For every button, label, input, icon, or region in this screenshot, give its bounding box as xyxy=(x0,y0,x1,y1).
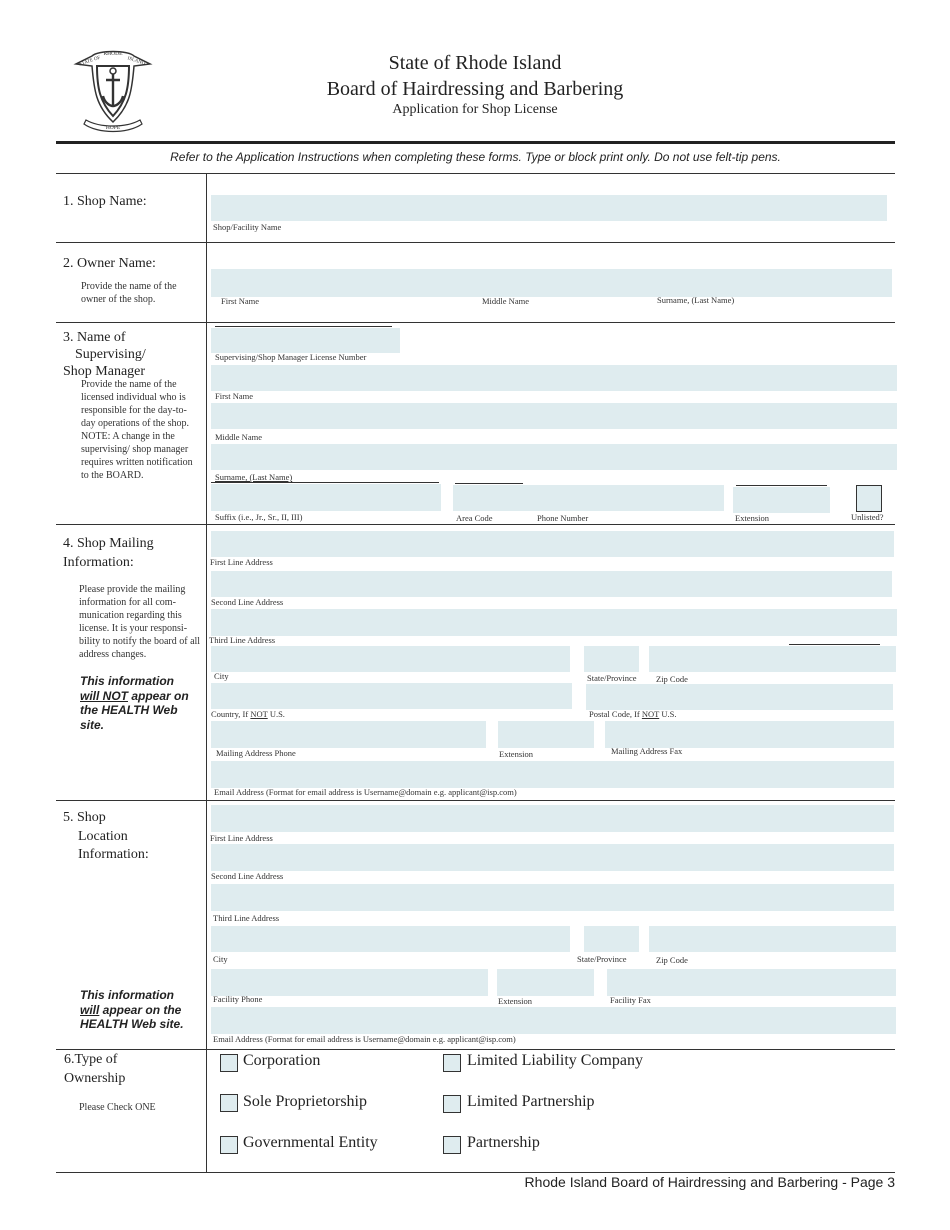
section-5-label xyxy=(63,809,149,865)
section-3-label xyxy=(63,329,146,380)
manager-surname-input[interactable] xyxy=(211,444,897,470)
mailing-fax-caption: Mailing Address Fax xyxy=(611,746,683,756)
manager-suffix-caption: Suffix (i.e., Jr., Sr., II, III) xyxy=(215,512,303,522)
section-2-label: 2. Owner Name: xyxy=(63,256,156,271)
header-rule xyxy=(56,141,895,144)
shop-name-caption: Shop/Facility Name xyxy=(213,222,282,232)
caption-text: U.S. xyxy=(659,709,677,719)
mailing-zip-caption: Zip Code xyxy=(656,674,688,684)
seal-top-text: RHODE xyxy=(103,51,123,57)
section-3-label-line3: Shop Manager xyxy=(63,364,146,379)
facility-fax-input[interactable] xyxy=(607,969,896,996)
divider xyxy=(56,1172,895,1173)
governmental-entity-checkbox[interactable] xyxy=(220,1136,238,1154)
note-line: site. xyxy=(80,717,105,732)
mailing-city-caption: City xyxy=(214,671,229,681)
caption-emphasis: NOT xyxy=(641,709,660,719)
manager-phone-caption: Phone Number xyxy=(537,513,589,523)
note-line: This information xyxy=(80,988,174,1002)
manager-surname-caption: Surname, (Last Name) xyxy=(215,472,293,482)
column-divider xyxy=(206,173,207,1172)
mailing-line3-caption: Third Line Address xyxy=(209,635,276,645)
section-2-help: Provide the name of the owner of the shop. xyxy=(81,281,177,305)
field-top-rule xyxy=(211,482,439,483)
mailing-extension-caption: Extension xyxy=(499,749,533,759)
mailing-postal-input[interactable] xyxy=(586,684,893,710)
corporation-label: Corporation xyxy=(243,1052,321,1069)
manager-license-caption: Supervising/Shop Manager License Number xyxy=(215,352,367,362)
mailing-phone-input[interactable] xyxy=(211,721,486,748)
facility-email-input[interactable] xyxy=(211,1007,896,1034)
mailing-line2-input[interactable] xyxy=(211,571,892,597)
field-top-rule xyxy=(215,326,392,327)
unlisted-caption: Unlisted? xyxy=(851,512,884,522)
note-text: appear on the xyxy=(99,1002,182,1017)
note-emphasis: will NOT xyxy=(80,688,128,703)
limited-partnership-checkbox[interactable] xyxy=(443,1095,461,1113)
location-zip-input[interactable] xyxy=(649,926,896,952)
corporation-checkbox[interactable] xyxy=(220,1054,238,1072)
divider xyxy=(56,800,895,801)
mailing-email-caption: Email Address (Format for email address is Username@domain e.g. applicant@isp.com) xyxy=(214,787,517,797)
section-3-label-line2: Supervising/ xyxy=(75,347,146,362)
partnership-label: Partnership xyxy=(467,1134,540,1151)
seal-right-text: ISLAND xyxy=(126,56,146,67)
section-1-label: 1. Shop Name: xyxy=(63,194,147,209)
note-line xyxy=(80,689,202,704)
location-city-input[interactable] xyxy=(211,926,570,952)
divider xyxy=(56,173,895,174)
section-6-help: Please Check ONE xyxy=(79,1102,156,1113)
caption-text: Country, If xyxy=(211,709,251,719)
facility-phone-caption: Facility Phone xyxy=(213,994,263,1004)
sole-proprietorship-label: Sole Proprietorship xyxy=(243,1093,367,1110)
facility-extension-caption: Extension xyxy=(498,996,532,1006)
sole-proprietorship-checkbox[interactable] xyxy=(220,1094,238,1112)
note-line: the HEALTH Web xyxy=(80,703,178,717)
section-5-label-line1: 5. Shop xyxy=(63,810,106,825)
mailing-state-caption: State/Province xyxy=(587,673,637,683)
manager-license-input[interactable] xyxy=(211,328,400,353)
mailing-email-input[interactable] xyxy=(211,761,894,788)
field-top-rule xyxy=(736,485,827,486)
governmental-entity-label: Governmental Entity xyxy=(243,1134,378,1151)
seal-bottom-text: HOPE xyxy=(105,125,121,131)
llc-checkbox[interactable] xyxy=(443,1054,461,1072)
section-5-label-line3: Information: xyxy=(78,847,149,862)
manager-suffix-input[interactable] xyxy=(211,484,441,511)
note-text: appear on xyxy=(128,688,189,703)
mailing-extension-input[interactable] xyxy=(498,721,594,748)
location-line3-caption: Third Line Address xyxy=(213,913,280,923)
location-line2-caption: Second Line Address xyxy=(211,871,284,881)
location-line1-caption: First Line Address xyxy=(210,833,273,843)
section-4-help: Please provide the mailing information for all com- munication regarding this license. It is your responsi- bility to notify the board of all address changes. xyxy=(79,584,201,660)
section-6-label-line2: Ownership xyxy=(64,1071,126,1086)
note-line xyxy=(80,1003,202,1018)
caption-emphasis: NOT xyxy=(250,709,268,719)
mailing-fax-input[interactable] xyxy=(605,721,894,748)
mailing-line3-input[interactable] xyxy=(211,609,897,636)
manager-area-code-caption: Area Code xyxy=(456,513,493,523)
form-title: Application for Shop License xyxy=(392,102,558,117)
manager-middle-name-input[interactable] xyxy=(211,403,897,429)
unlisted-checkbox[interactable] xyxy=(856,485,882,512)
state-title: State of Rhode Island xyxy=(388,52,562,74)
mailing-postal-caption xyxy=(589,709,676,719)
caption-text: Postal Code, If xyxy=(589,709,642,719)
caption-text: U.S. xyxy=(267,709,285,719)
facility-fax-caption: Facility Fax xyxy=(610,995,651,1005)
field-top-rule xyxy=(789,644,880,645)
mailing-phone-caption: Mailing Address Phone xyxy=(216,748,296,758)
section-4-label xyxy=(63,534,154,572)
facility-extension-input[interactable] xyxy=(497,969,594,996)
manager-extension-caption: Extension xyxy=(735,513,769,523)
location-line3-input[interactable] xyxy=(211,884,894,911)
llc-label: Limited Liability Company xyxy=(467,1052,643,1069)
instructions-text: Refer to the Application Instructions when completing these forms. Type or block print only. Do not use felt-tip pens. xyxy=(170,150,781,164)
location-state-input[interactable] xyxy=(584,926,639,952)
divider xyxy=(56,322,895,323)
manager-first-name-caption: First Name xyxy=(215,391,254,401)
note-emphasis: will xyxy=(80,1002,100,1017)
location-zip-caption: Zip Code xyxy=(656,955,688,965)
mailing-country-input[interactable] xyxy=(211,683,572,709)
facility-phone-input[interactable] xyxy=(211,969,488,996)
owner-first-caption: First Name xyxy=(221,296,260,306)
shop-name-input[interactable] xyxy=(211,195,887,221)
mailing-line1-input[interactable] xyxy=(211,531,894,557)
page-footer: Rhode Island Board of Hairdressing and Barbering - Page 3 xyxy=(524,1174,895,1190)
section-5-note xyxy=(80,988,202,1032)
location-line1-input[interactable] xyxy=(211,805,894,832)
limited-partnership-label: Limited Partnership xyxy=(467,1093,595,1110)
section-4-note xyxy=(80,674,202,732)
manager-first-name-input[interactable] xyxy=(211,365,897,391)
location-city-caption: City xyxy=(213,954,228,964)
section-5-label-line2: Location xyxy=(78,828,128,844)
mailing-line1-caption: First Line Address xyxy=(210,557,273,567)
owner-surname-caption: Surname, (Last Name) xyxy=(657,295,735,305)
location-line2-input[interactable] xyxy=(211,844,894,871)
seal-left-text: STATE OF xyxy=(78,55,102,68)
divider xyxy=(56,524,895,525)
location-state-caption: State/Province xyxy=(577,954,627,964)
section-6-label xyxy=(64,1050,125,1088)
section-3-label-line1: 3. Name of xyxy=(63,330,126,345)
note-line: This information xyxy=(80,674,174,688)
board-title: Board of Hairdressing and Barbering xyxy=(326,78,624,100)
partnership-checkbox[interactable] xyxy=(443,1136,461,1154)
note-line: HEALTH Web site. xyxy=(80,1017,184,1031)
section-4-label-line1: 4. Shop Mailing xyxy=(63,536,154,551)
divider xyxy=(56,1049,895,1050)
mailing-country-caption xyxy=(211,709,285,719)
owner-middle-caption: Middle Name xyxy=(482,296,529,306)
section-6-label-line1: 6.Type of xyxy=(64,1052,118,1067)
section-4-label-line2: Information: xyxy=(63,555,134,570)
owner-name-input[interactable] xyxy=(211,269,892,297)
mailing-state-input[interactable] xyxy=(584,646,639,672)
divider xyxy=(56,242,895,243)
manager-middle-name-caption: Middle Name xyxy=(215,432,262,442)
mailing-line2-caption: Second Line Address xyxy=(211,597,284,607)
manager-extension-input[interactable] xyxy=(733,487,830,513)
manager-phone-input[interactable] xyxy=(453,485,724,511)
facility-email-caption: Email Address (Format for email address is Username@domain e.g. applicant@isp.com) xyxy=(213,1034,516,1044)
section-3-help: Provide the name of the licensed individual who is responsible for the day-to-day operations of the shop. NOTE: A change in the supervising/ shop manager requires written notification to the BOARD. xyxy=(81,379,193,481)
mailing-city-input[interactable] xyxy=(211,646,570,672)
field-top-rule xyxy=(455,483,523,484)
mailing-zip-input[interactable] xyxy=(649,646,896,672)
